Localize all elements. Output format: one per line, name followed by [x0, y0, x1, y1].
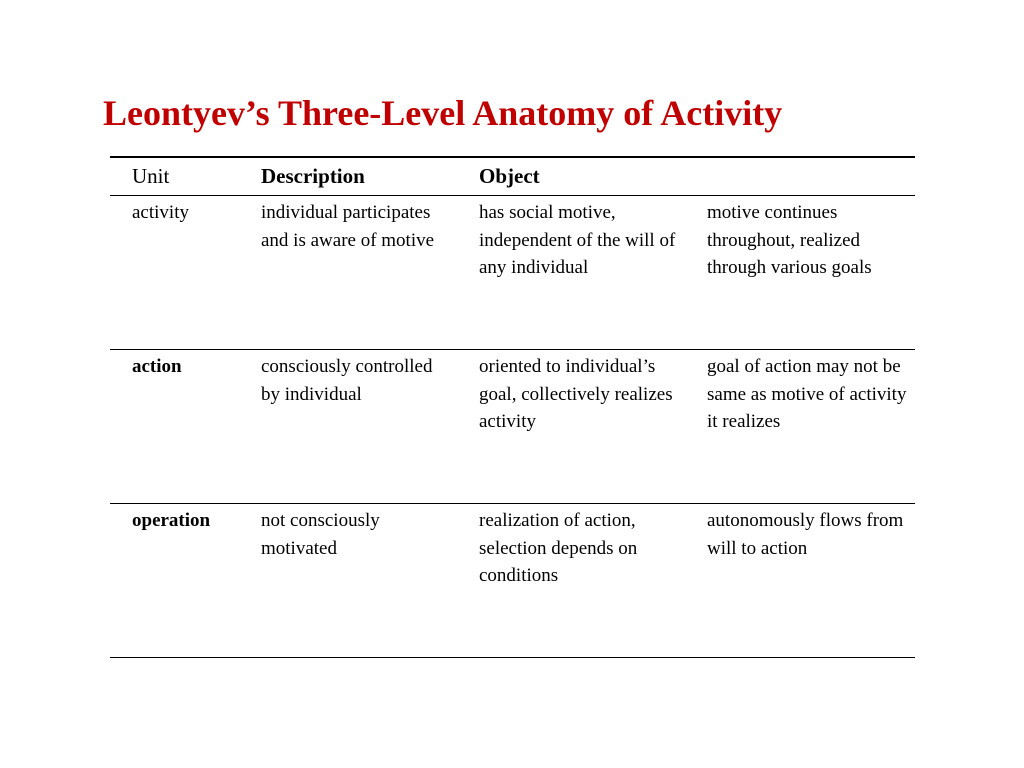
cell-note: motive continues throughout, realized through various goals: [707, 202, 872, 278]
cell-object: realization of action, selection depends on conditions: [479, 510, 638, 586]
anatomy-table: [110, 156, 915, 658]
anatomy-table-container: [110, 156, 915, 658]
header-unit: Unit: [132, 164, 170, 188]
cell-unit: operation: [132, 510, 211, 531]
cell-description: consciously controlled by individual: [261, 356, 433, 405]
cell-object: oriented to individual’s goal, collectively realizes activity: [479, 356, 673, 432]
table-row: [110, 350, 915, 504]
table-body: [110, 196, 915, 658]
header-row: [110, 157, 915, 196]
header-object: Object: [479, 164, 540, 188]
cell-unit: action: [132, 356, 182, 377]
table-row: [110, 196, 915, 350]
header-description: Description: [261, 164, 365, 188]
table-header: [110, 157, 915, 196]
cell-description: not consciously motivated: [261, 510, 380, 559]
cell-unit: activity: [132, 202, 189, 223]
cell-description: individual participates and is aware of motive: [261, 202, 435, 251]
table-row: [110, 504, 915, 658]
slide-title: Leontyev’s Three-Level Anatomy of Activity: [103, 93, 783, 133]
cell-note: autonomously flows from will to action: [707, 510, 904, 559]
cell-note: goal of action may not be same as motive of activity it realizes: [707, 356, 907, 432]
cell-object: has social motive, independent of the will of any individual: [479, 202, 676, 278]
header-note: [687, 157, 915, 196]
